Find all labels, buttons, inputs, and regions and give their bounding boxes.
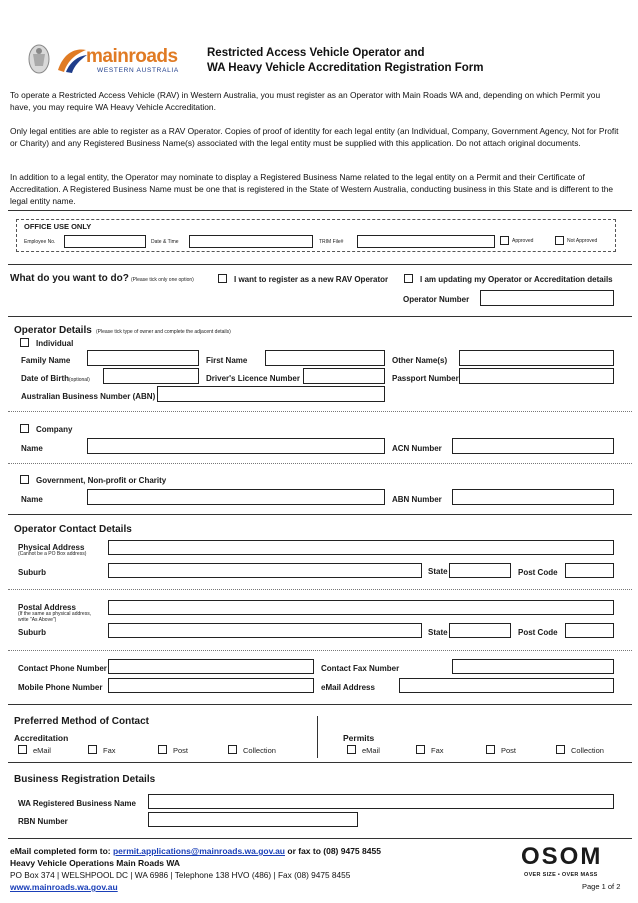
operator-details-title: Operator Details: [14, 325, 92, 336]
preferred-divider: [317, 716, 318, 758]
acn-field[interactable]: [452, 438, 614, 454]
business-registration-title: Business Registration Details: [14, 774, 156, 785]
passport-label: Passport Number: [392, 374, 459, 383]
family-name-label: Family Name: [21, 356, 71, 365]
mainroads-logo: [56, 44, 201, 78]
not-approved-label: Not Approved: [567, 238, 598, 244]
permit-email-label: eMail: [362, 746, 380, 755]
footer-email-prefix: eMail completed form to:: [10, 846, 111, 856]
new-operator-label: I want to register as a new RAV Operator: [234, 275, 389, 284]
licence-label: Driver's Licence Number: [206, 374, 300, 383]
form-title-line2: WA Heavy Vehicle Accreditation Registration Form: [207, 62, 484, 74]
passport-field[interactable]: [459, 368, 614, 384]
divider: [8, 411, 632, 412]
postal-address-label: Postal Address: [18, 603, 76, 612]
permit-fax-checkbox[interactable]: [416, 745, 425, 754]
permit-collection-label: Collection: [571, 746, 604, 755]
postcode-field-2[interactable]: [565, 623, 614, 638]
first-name-field[interactable]: [265, 350, 385, 366]
dob-field[interactable]: [103, 368, 199, 384]
state-label-1: State: [428, 567, 448, 576]
permits-label: Permits: [343, 733, 375, 743]
physical-address-field[interactable]: [108, 540, 614, 555]
divider: [8, 704, 632, 705]
postcode-label-1: Post Code: [518, 568, 558, 577]
suburb-label-2: Suburb: [18, 628, 46, 637]
permit-fax-label: Fax: [431, 746, 444, 755]
logo-sub-text: WESTERN AUSTRALIA: [97, 67, 179, 74]
suburb-field-1[interactable]: [108, 563, 422, 578]
accreditation-label: Accreditation: [14, 733, 69, 743]
mobile-phone-field[interactable]: [108, 678, 314, 693]
suburb-field-2[interactable]: [108, 623, 422, 638]
wa-crest-icon: [28, 44, 50, 74]
mobile-phone-label: Mobile Phone Number: [18, 683, 103, 692]
permit-post-label: Post: [501, 746, 517, 755]
divider: [8, 514, 632, 515]
permit-post-checkbox[interactable]: [486, 745, 495, 754]
email-address-field[interactable]: [399, 678, 614, 693]
employee-no-label: Employee No.: [24, 239, 56, 245]
intro-paragraph-3: In addition to a legal entity, the Operator may nominate to display a Registered Business Name related to the legal entity on a Permit and their Certificate of Accreditation. A Registered Business Name must be one that is registered in the State of Western Australia, conducting business in this State and is different to the legal entity name.: [10, 172, 614, 206]
company-name-label: Name: [21, 444, 43, 453]
wa-business-name-field[interactable]: [148, 794, 614, 809]
trim-file-label: TRIM File#: [319, 239, 344, 245]
operator-number-label: Operator Number: [403, 295, 470, 304]
postal-address-note-2: write "As Above"): [18, 617, 57, 623]
company-name-field[interactable]: [87, 438, 385, 454]
osom-logo: OSOM: [521, 843, 603, 870]
operator-number-field[interactable]: [480, 290, 614, 306]
footer-line2: Heavy Vehicle Operations Main Roads WA: [10, 858, 181, 868]
suburb-label-1: Suburb: [18, 568, 46, 577]
gov-checkbox[interactable]: [20, 475, 29, 484]
mainroads-swoosh-icon: [56, 46, 88, 74]
footer-email-line: [10, 846, 381, 856]
trim-file-field[interactable]: [357, 235, 495, 248]
acc-post-checkbox[interactable]: [158, 745, 167, 754]
update-details-label: I am updating my Operator or Accreditation details: [420, 275, 613, 284]
update-details-checkbox[interactable]: [404, 274, 413, 283]
what-todo-question: What do you want to do?: [10, 273, 129, 284]
contact-fax-field[interactable]: [452, 659, 614, 674]
page-number: Page 1 of 2: [582, 882, 621, 891]
abn-field[interactable]: [157, 386, 385, 402]
postal-address-field[interactable]: [108, 600, 614, 615]
state-field-1[interactable]: [449, 563, 511, 578]
divider: [8, 589, 632, 590]
employee-no-field[interactable]: [64, 235, 146, 248]
acc-fax-label: Fax: [103, 746, 116, 755]
other-names-label: Other Name(s): [392, 356, 448, 365]
first-name-label: First Name: [206, 356, 248, 365]
intro-paragraph-1: To operate a Restricted Access Vehicle (RAV) in Western Australia, you must register as an Operator with Main Roads WA and, depending on which Permit you have, you may require WA Heavy Vehicle Accreditation.: [10, 90, 601, 112]
state-label-2: State: [428, 628, 448, 637]
footer-address: PO Box 374 | WELSHPOOL DC | WA 6986 | Telephone 138 HVO (486) | Fax (08) 9475 8455: [10, 870, 351, 880]
divider: [8, 650, 632, 651]
operator-details-hint: (Please tick type of owner and complete the adjacent details): [96, 329, 231, 335]
logo-main-text: mainroads: [86, 46, 178, 67]
state-field-2[interactable]: [449, 623, 511, 638]
not-approved-checkbox[interactable]: [555, 236, 564, 245]
divider: [8, 838, 632, 839]
divider: [8, 264, 632, 265]
new-operator-checkbox[interactable]: [218, 274, 227, 283]
date-time-field[interactable]: [189, 235, 313, 248]
postal-address-note-1: (If the same as physical address,: [18, 611, 92, 617]
form-title-line1: Restricted Access Vehicle Operator and: [207, 47, 425, 59]
postcode-label-2: Post Code: [518, 628, 558, 637]
gov-name-field[interactable]: [87, 489, 385, 505]
office-use-title: OFFICE USE ONLY: [24, 222, 92, 231]
acc-email-checkbox[interactable]: [18, 745, 27, 754]
divider: [8, 316, 632, 317]
contact-phone-label: Contact Phone Number: [18, 664, 107, 673]
footer-website-link[interactable]: www.mainroads.wa.gov.au: [10, 882, 118, 892]
acc-fax-checkbox[interactable]: [88, 745, 97, 754]
gov-abn-label: ABN Number: [392, 495, 442, 504]
approved-checkbox[interactable]: [500, 236, 509, 245]
what-todo-hint: (Please tick only one option): [131, 277, 194, 283]
rbn-field[interactable]: [148, 812, 358, 827]
rbn-label: RBN Number: [18, 817, 68, 826]
footer-email-suffix: or fax to (08) 9475 8455: [287, 846, 381, 856]
acc-email-label: eMail: [33, 746, 51, 755]
date-time-label: Date & Time: [151, 239, 179, 245]
individual-checkbox[interactable]: [20, 338, 29, 347]
osom-tagline: OVER SIZE • OVER MASS: [524, 872, 598, 878]
divider: [8, 762, 632, 763]
gov-name-label: Name: [21, 495, 43, 504]
email-address-label: eMail Address: [321, 683, 375, 692]
family-name-field[interactable]: [87, 350, 199, 366]
gov-label: Government, Non-profit or Charity: [36, 476, 167, 485]
physical-address-note: (Cannot be a PO Box address): [18, 551, 87, 557]
other-names-field[interactable]: [459, 350, 614, 366]
individual-label: Individual: [36, 339, 74, 348]
approved-label: Approved: [512, 238, 534, 244]
contact-fax-label: Contact Fax Number: [321, 664, 400, 673]
postcode-field-1[interactable]: [565, 563, 614, 578]
dob-label-text: Date of Birth: [21, 374, 69, 383]
divider: [8, 463, 632, 464]
divider: [8, 210, 632, 211]
acc-collection-checkbox[interactable]: [228, 745, 237, 754]
permit-email-checkbox[interactable]: [347, 745, 356, 754]
preferred-contact-title: Preferred Method of Contact: [14, 716, 150, 727]
footer-email-link[interactable]: permit.applications@mainroads.wa.gov.au: [112, 846, 285, 856]
licence-field[interactable]: [303, 368, 385, 384]
acc-post-label: Post: [173, 746, 189, 755]
wa-business-name-label: WA Registered Business Name: [18, 799, 136, 808]
permit-collection-checkbox[interactable]: [556, 745, 565, 754]
contact-details-title: Operator Contact Details: [14, 524, 132, 535]
dob-label: [21, 374, 90, 383]
form-title: [207, 46, 484, 76]
company-label: Company: [36, 425, 73, 434]
gov-abn-field[interactable]: [452, 489, 614, 505]
contact-phone-field[interactable]: [108, 659, 314, 674]
dob-optional: (optional): [69, 377, 90, 383]
physical-address-label: Physical Address: [18, 543, 85, 552]
intro-paragraph-2: Only legal entities are able to register as a RAV Operator. Copies of proof of identity for each legal entity (an Individual, Company, Government Agency, Not for Profit or Charity) and any Registered Business Name(s) associated with the legal entity must be supplied with this application. Do not attach original documents.: [10, 126, 619, 148]
abn-label: Australian Business Number (ABN): [21, 392, 156, 401]
acn-label: ACN Number: [392, 444, 442, 453]
company-checkbox[interactable]: [20, 424, 29, 433]
acc-collection-label: Collection: [243, 746, 276, 755]
